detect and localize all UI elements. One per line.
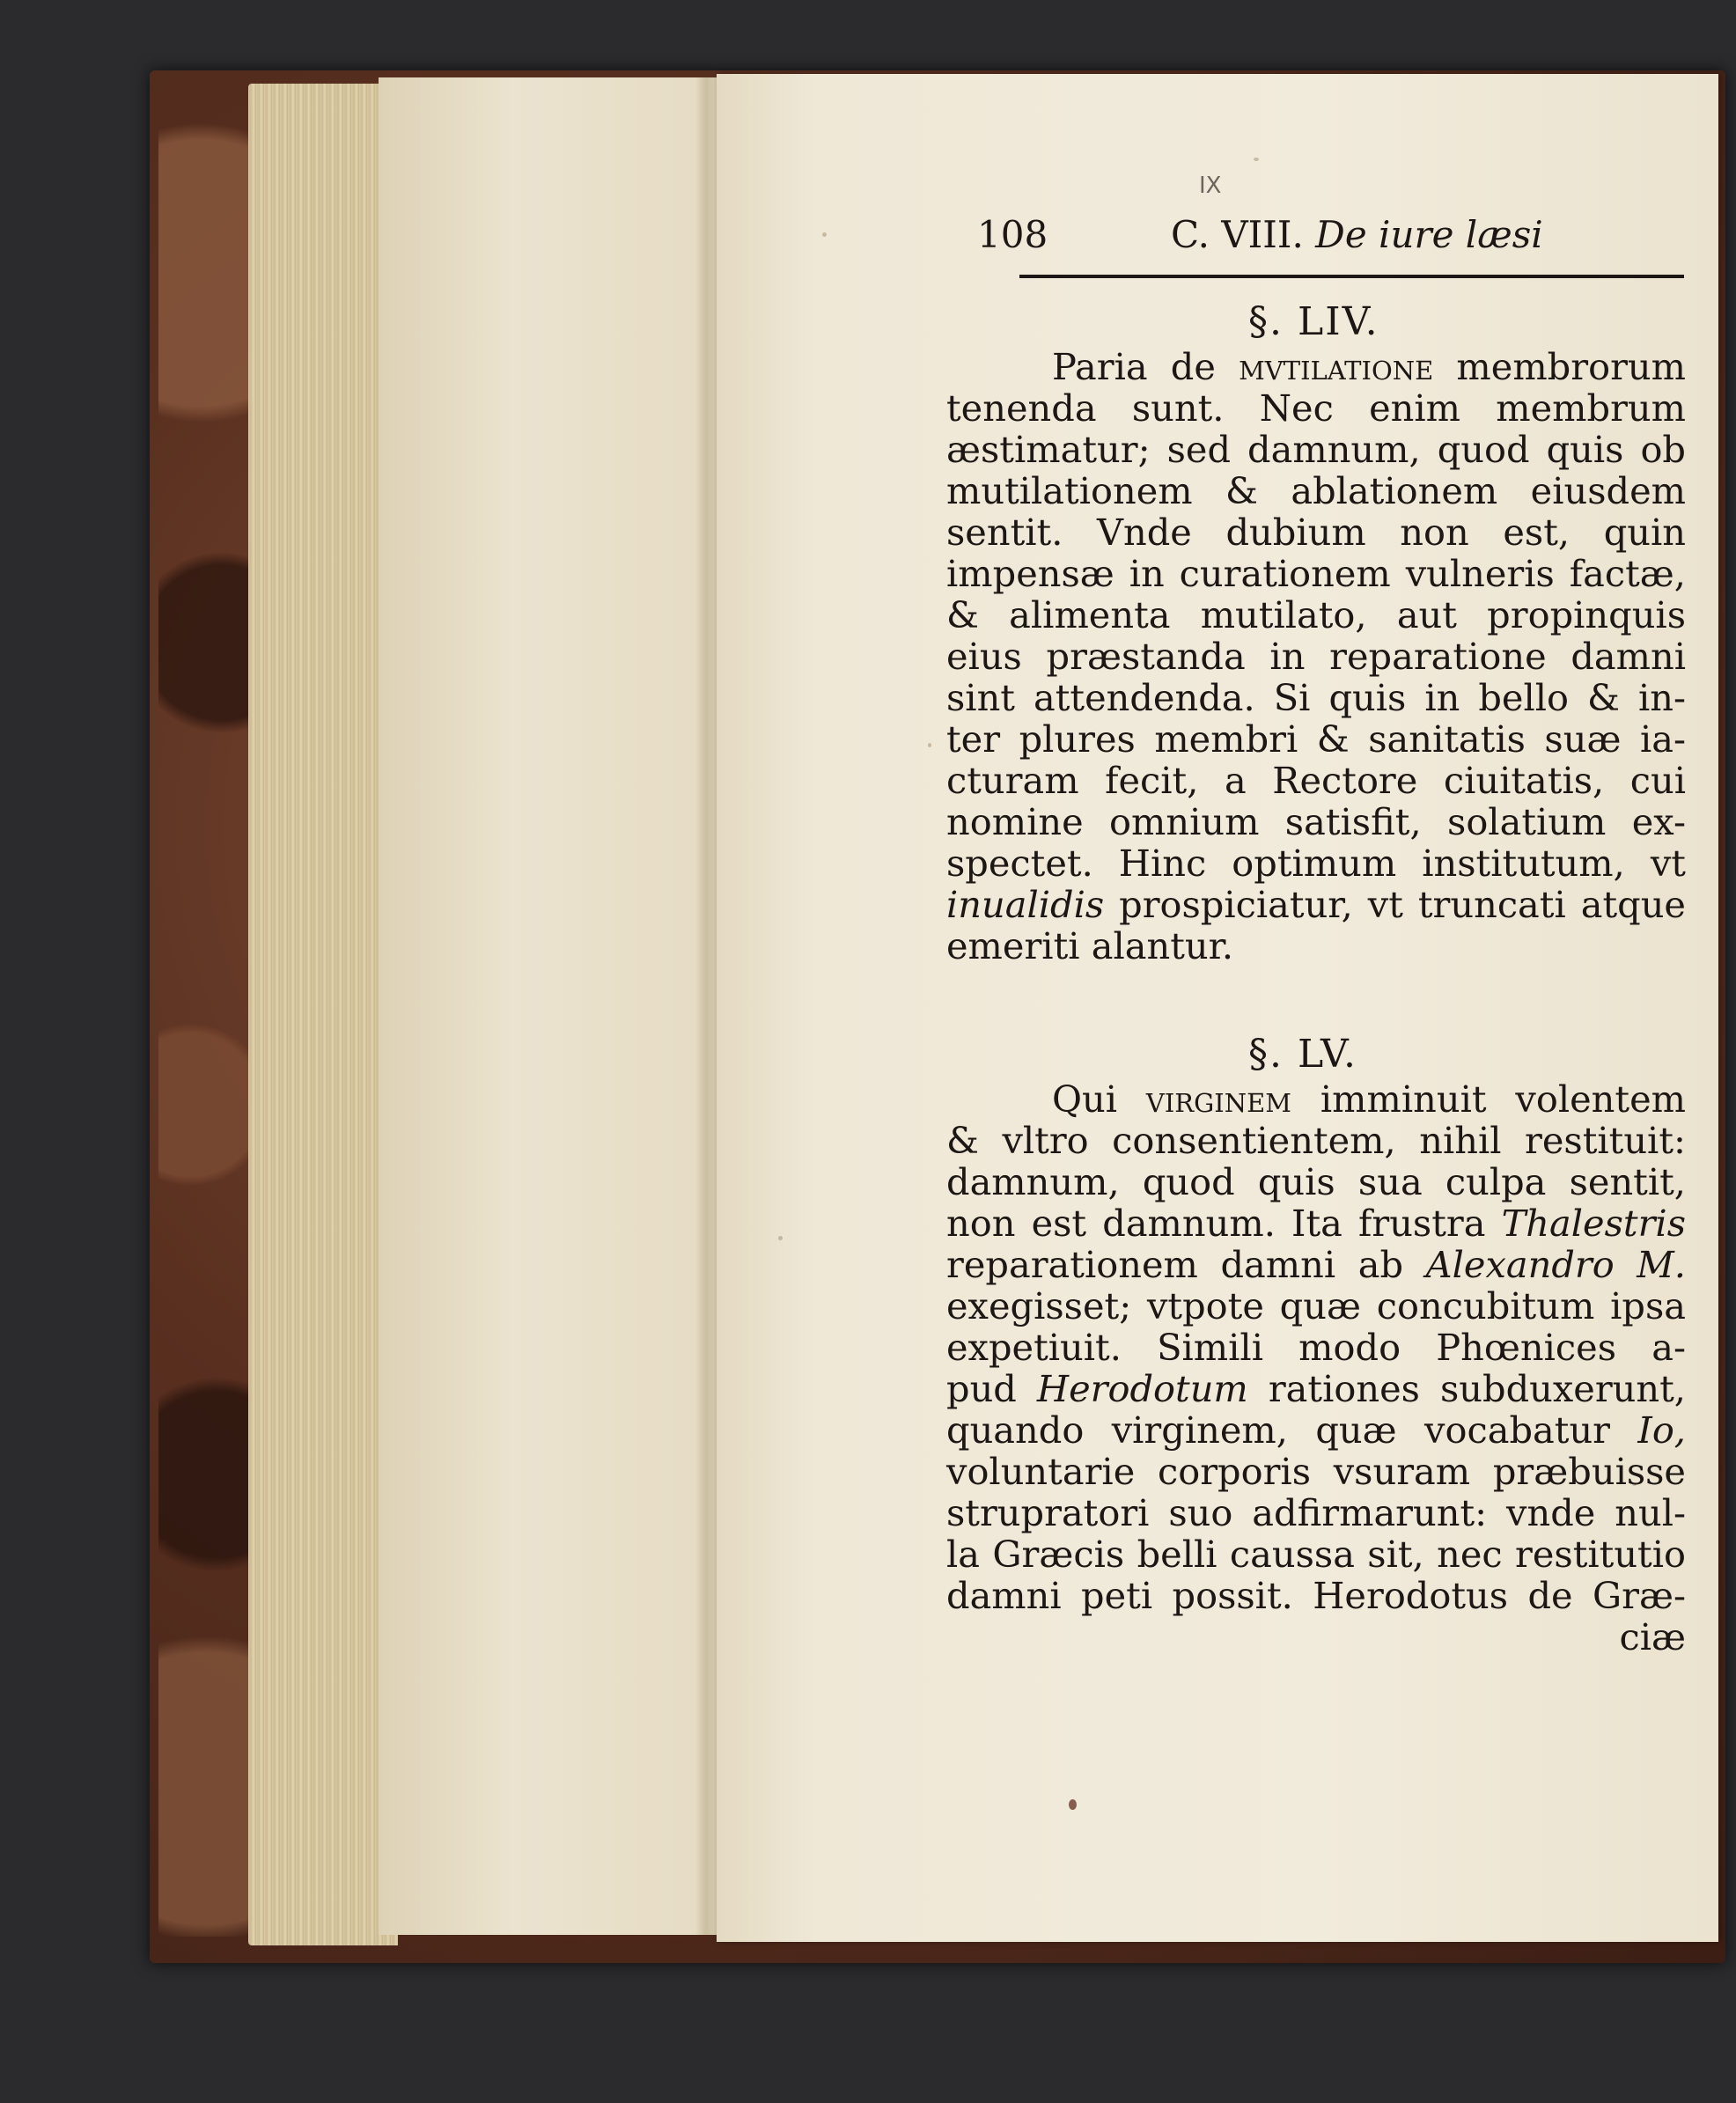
text-line: expetiuit. Simili modo Phœnices a- xyxy=(946,1326,1686,1369)
text-line: spectet. Hinc optimum institutum, vt xyxy=(946,842,1686,885)
page-edges xyxy=(248,84,398,1945)
gutter xyxy=(695,77,718,1935)
text-line: voluntarie corporis vsuram præbuisse xyxy=(946,1450,1686,1493)
chapter-heading: De iure læsi xyxy=(1315,213,1543,256)
text-line: inualidis prospiciatur, vt truncati atque xyxy=(946,883,1686,926)
page-number: 108 xyxy=(977,213,1048,256)
pencil-mark: IX xyxy=(1199,173,1222,199)
text-line: exegisset; vtpote quæ concubitum ipsa xyxy=(946,1284,1686,1327)
chapter-title xyxy=(1171,213,1543,256)
section-heading-lv: §. LV. xyxy=(1248,1032,1358,1077)
running-head xyxy=(977,213,1686,266)
section-body-liv xyxy=(946,346,1686,967)
chapter-number: C. VIII. xyxy=(1171,213,1304,256)
text-line: pud Herodotum rationes subduxerunt, xyxy=(946,1367,1686,1410)
left-page-blank xyxy=(379,77,713,1935)
text-line: sentit. Vnde dubium non est, quin xyxy=(946,511,1686,554)
text-line: eius præstanda in reparatione damni xyxy=(946,635,1686,678)
text-line: nomine omnium satisfit, solatium ex- xyxy=(946,800,1686,843)
text-line: ter plures membri & sanitatis suæ ia- xyxy=(946,717,1686,761)
catchword: ciæ xyxy=(1619,1615,1686,1658)
text-line: Paria de mvtilatione membrorum xyxy=(1052,345,1686,388)
text-line: reparationem damni ab Alexandro M. xyxy=(946,1243,1686,1286)
text-line: Qui virginem imminuit volentem xyxy=(1052,1077,1686,1121)
text-line: quando virginem, quæ vocabatur Io, xyxy=(946,1408,1686,1452)
text-line: tenenda sunt. Nec enim membrum xyxy=(946,386,1686,430)
text-line: & alimenta mutilato, aut propinquis xyxy=(946,593,1686,636)
text-line: non est damnum. Ita frustra Thalestris xyxy=(946,1202,1686,1245)
text-line: æstimatur; sed damnum, quod quis ob xyxy=(946,428,1686,471)
text-line: damni peti possit. Herodotus de Græ- xyxy=(946,1574,1686,1617)
text-line: strupratori suo adfirmarunt: vnde nul- xyxy=(946,1491,1686,1534)
section-body-lv xyxy=(946,1078,1686,1658)
text-line: cturam fecit, a Rectore ciuitatis, cui xyxy=(946,759,1686,802)
text-line: damnum, quod quis sua culpa sentit, xyxy=(946,1160,1686,1203)
head-rule xyxy=(1019,275,1684,278)
text-line: la Græcis belli caussa sit, nec restitutio xyxy=(946,1533,1686,1576)
text-line: sint attendenda. Si quis in bello & in- xyxy=(946,676,1686,719)
text-line: emeriti alantur. xyxy=(946,924,1234,967)
section-heading-liv: §. LIV. xyxy=(1248,299,1379,344)
text-line: & vltro consentientem, nihil restituit: xyxy=(946,1119,1686,1162)
text-line: impensæ in curationem vulneris factæ, xyxy=(946,552,1686,595)
text-line: mutilationem & ablationem eiusdem xyxy=(946,469,1686,512)
